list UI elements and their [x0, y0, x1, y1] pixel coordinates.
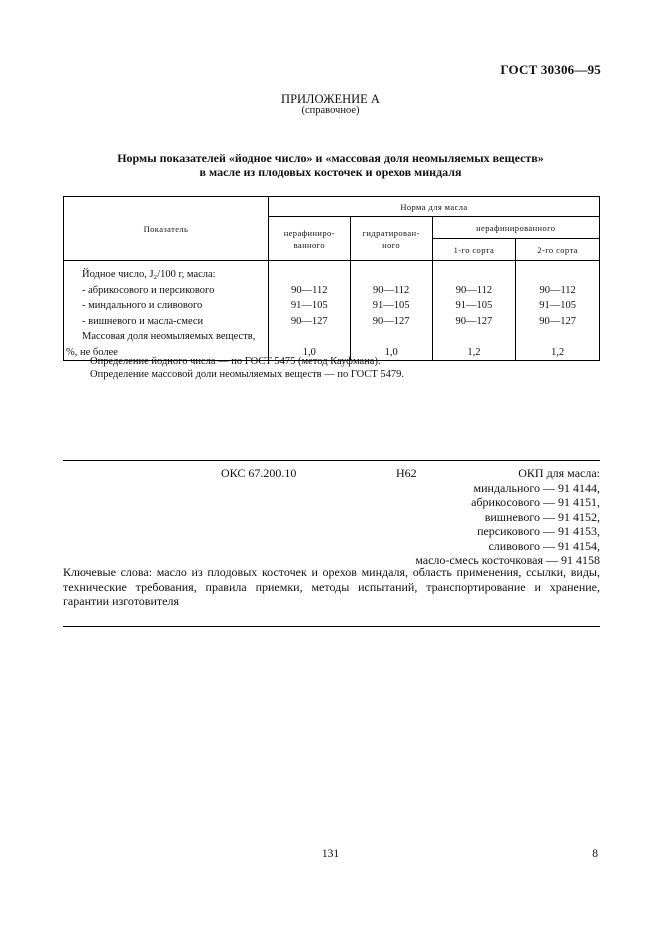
- okp-item: вишневого — 91 4152,: [484, 509, 600, 524]
- indicator-row: Массовая доля неомыляемых веществ,: [82, 331, 256, 342]
- indicator-column: [64, 261, 269, 361]
- okp-item: сливового — 91 4154,: [488, 538, 600, 553]
- hydrated-values: [350, 261, 432, 361]
- appendix-subtitle: (справочное): [301, 105, 360, 116]
- sheet-number: 8: [592, 848, 598, 860]
- indicator-row: - абрикосового и персикового: [82, 284, 215, 296]
- value-cell: 90—112: [455, 284, 493, 296]
- unrefined-values: [268, 261, 350, 361]
- value-cell: 90—127: [539, 315, 576, 327]
- value-cell: 90—127: [372, 315, 410, 327]
- indicator-row: %, не более: [66, 346, 118, 358]
- divider-top: [63, 460, 600, 461]
- header-hydrated-line-1: гидратирован-: [362, 227, 420, 238]
- value-cell: [516, 329, 599, 345]
- header-norm: Норма для масла: [268, 197, 599, 217]
- header-unrefined: [268, 217, 350, 261]
- header-hydrated: [350, 217, 432, 261]
- indicator-row: - вишневого и масла-смеси: [82, 315, 204, 327]
- indicator-row: Йодное число, J₂/100 г, масла:: [82, 269, 216, 280]
- value-cell: 90—112: [372, 284, 410, 296]
- indicator-row: - миндального и сливового: [82, 300, 203, 311]
- table-title-line-1: Нормы показателей «йодное число» и «массовая доля неомыляемых веществ»: [117, 151, 544, 165]
- value-cell: 1,0: [302, 346, 316, 358]
- value-cell: 91—105: [539, 300, 576, 311]
- grade-1-values: [432, 261, 516, 361]
- value-cell: [351, 267, 432, 283]
- value-cell: [516, 267, 599, 283]
- keywords: Ключевые слова: масло из плодовых косточек и орехов миндаля, область применения, ссылки, виды, технические требования, правила приемки, методы испытаний, транспортирование и хранение, гарантии изготовителя: [63, 565, 600, 608]
- note-unsaponifiable: Определение массовой доли неомыляемых веществ — по ГОСТ 5479.: [90, 368, 405, 380]
- okp-item: абрикосового — 91 4151,: [471, 495, 600, 509]
- header-refined: нерафинированного: [432, 217, 599, 239]
- group-code: Н62: [396, 466, 417, 480]
- oks-code: ОКС 67.200.10: [221, 466, 297, 480]
- header-unrefined-line-2: ванного: [293, 239, 325, 250]
- value-cell: 90—127: [290, 315, 328, 327]
- value-cell: 91—105: [455, 300, 493, 311]
- value-cell: 90—127: [455, 315, 493, 327]
- value-cell: 91—105: [290, 300, 328, 311]
- okp-title: ОКП для масла:: [518, 466, 600, 480]
- header-hydrated-line-2: ного: [382, 239, 401, 250]
- table-title-line-2: в масле из плодовых косточек и орехов миндаля: [199, 165, 462, 179]
- value-cell: 90—112: [291, 284, 328, 296]
- header-indicator: Показатель: [64, 197, 269, 261]
- note-iodine: Определение йодного числа — по ГОСТ 5475 (метод Кауфмана).: [90, 356, 381, 367]
- grade-2-values: [516, 261, 600, 361]
- value-cell: 91—105: [372, 300, 410, 311]
- norms-table: [63, 196, 600, 361]
- okp-item: миндального — 91 4144,: [473, 480, 600, 495]
- table-title: [0, 151, 661, 179]
- value-cell: [351, 329, 432, 345]
- okp-item: масло-смесь косточковая — 91 4158: [415, 553, 600, 567]
- okp-block: [415, 466, 600, 568]
- table-notes: [90, 356, 404, 381]
- divider-bottom: [63, 626, 600, 627]
- header-grade-2: 2-го сорта: [516, 239, 600, 261]
- okp-item: персикового — 91 4153,: [477, 524, 600, 538]
- value-cell: [269, 267, 350, 283]
- value-cell: [433, 267, 516, 283]
- value-cell: [269, 329, 350, 345]
- document-code: ГОСТ 30306—95: [500, 62, 601, 77]
- value-cell: 1,2: [467, 346, 481, 358]
- page-number: 131: [321, 848, 340, 860]
- value-cell: [433, 329, 516, 345]
- value-cell: 1,0: [384, 346, 398, 358]
- header-grade-1: 1-го сорта: [432, 239, 516, 261]
- value-cell: 1,2: [551, 346, 565, 358]
- header-unrefined-line-1: нерафиниро-: [283, 227, 335, 238]
- appendix-title: ПРИЛОЖЕНИЕ А: [281, 92, 380, 106]
- value-cell: 90—112: [539, 284, 576, 296]
